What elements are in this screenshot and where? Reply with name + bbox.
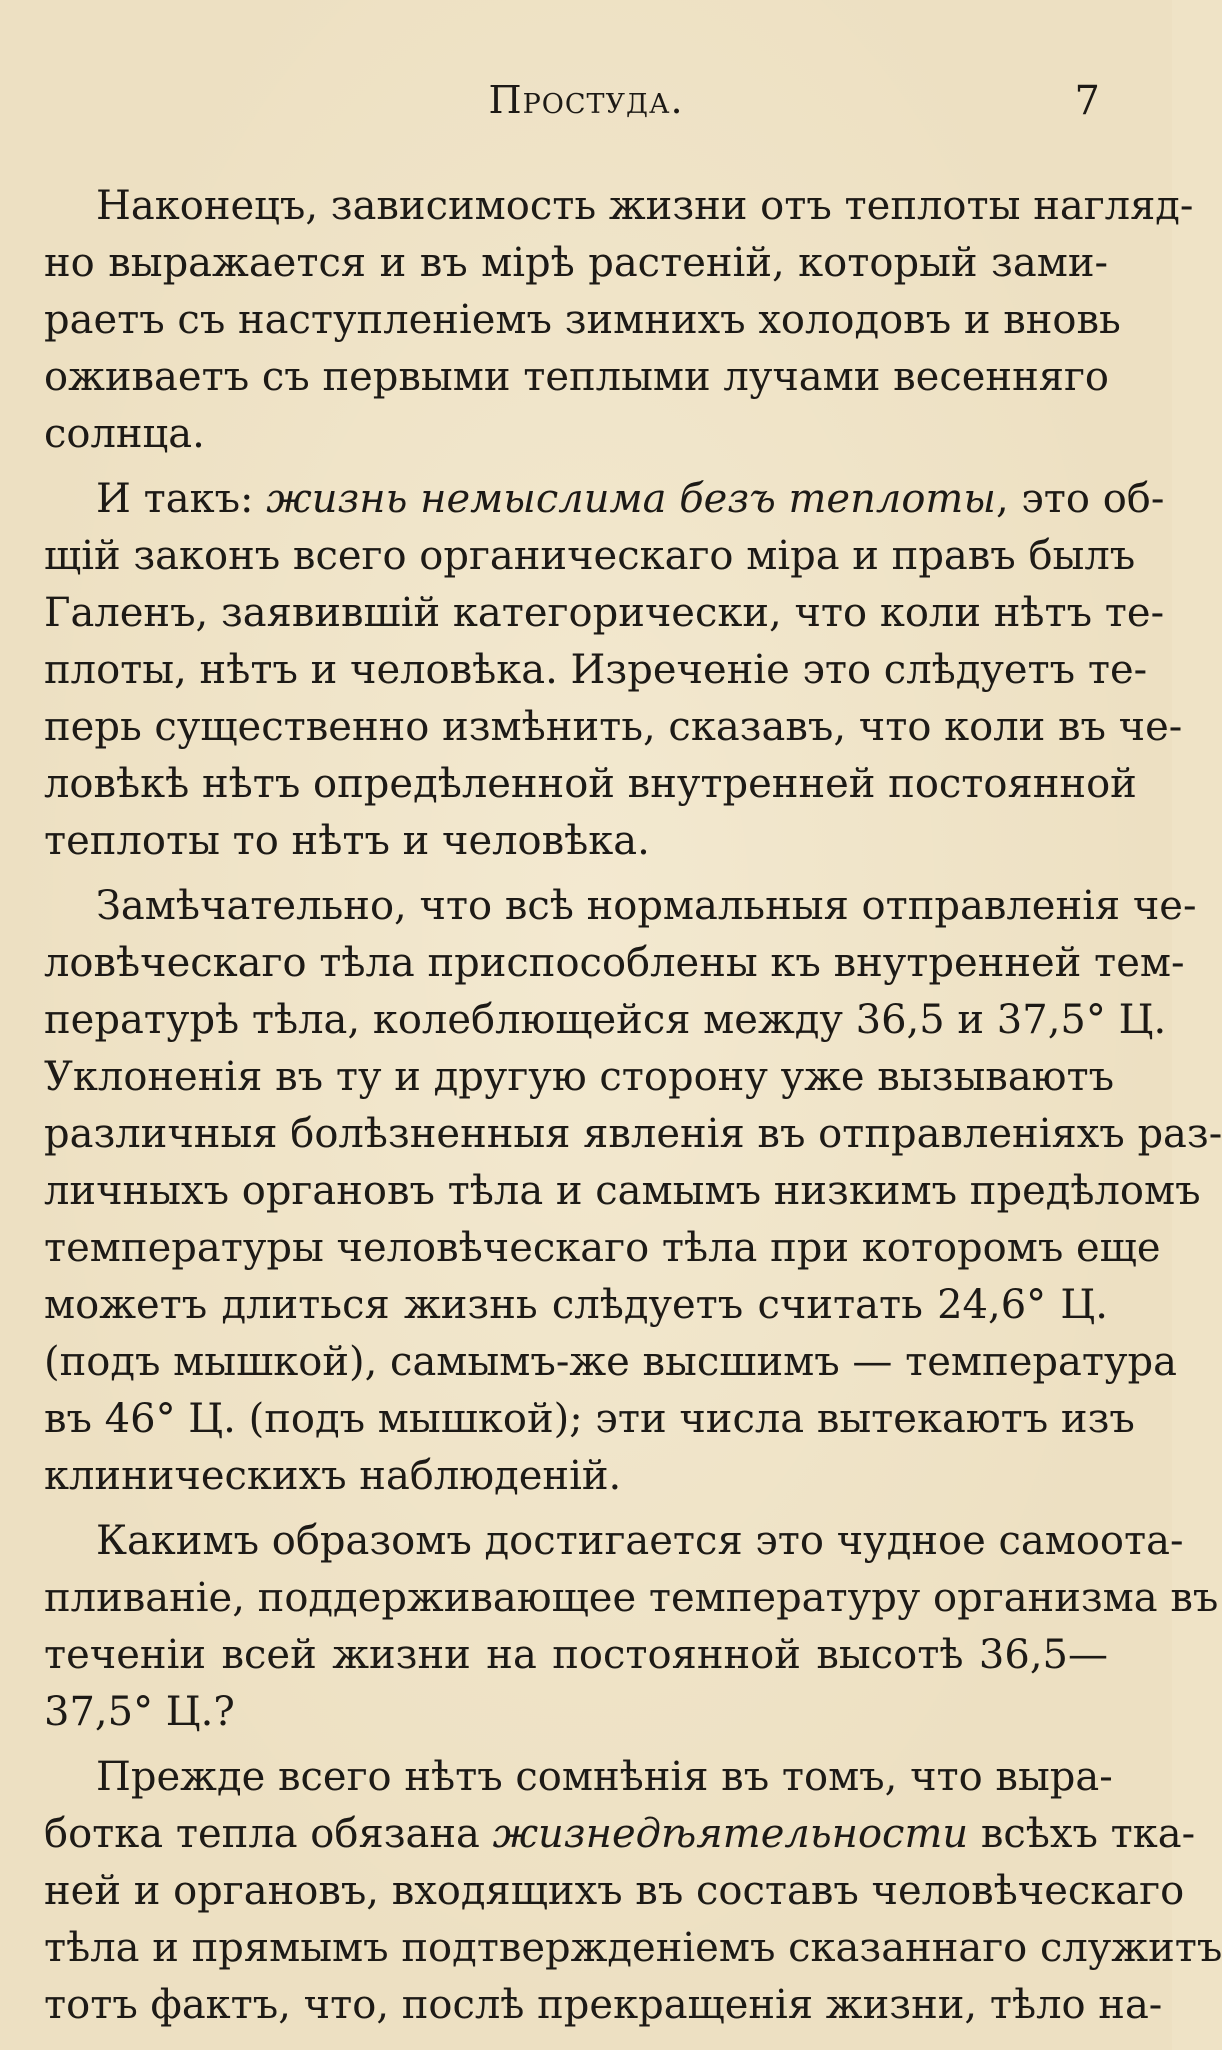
text-line: Замѣчательно, что всѣ нормальныя отправленiя че- bbox=[96, 883, 1197, 929]
emphasis-text: жизнь немыслима безъ теплоты bbox=[266, 476, 996, 522]
paragraph bbox=[44, 878, 1222, 1505]
text-line: ловѣческаго тѣла приспособлены къ внутренней тем- bbox=[44, 940, 1185, 986]
text-line: солнца. bbox=[44, 411, 205, 457]
emphasis-text: жизнедѣятельности bbox=[492, 1811, 969, 1857]
running-title: Простуда. bbox=[488, 78, 684, 122]
text-line: различныя болѣзненныя явленiя въ отправленiяхъ раз- bbox=[44, 1111, 1222, 1157]
text-line: Прежде всего нѣтъ сомнѣнiя въ томъ, что выра- bbox=[96, 1754, 1113, 1800]
paragraph bbox=[44, 471, 1183, 870]
text-line: пературѣ тѣла, колеблющейся между 36,5 и 37,5° Ц. bbox=[44, 997, 1167, 1043]
paragraph bbox=[44, 178, 1194, 463]
text-line: ловѣкѣ нѣтъ опредѣленной внутренней постоянной bbox=[44, 761, 1137, 807]
text-line: Уклоненiя въ ту и другую сторону уже вызываютъ bbox=[44, 1054, 1115, 1100]
paragraph bbox=[44, 1513, 1219, 1741]
text-line: Галенъ, заявившiй категорически, что коли нѣтъ те- bbox=[44, 590, 1165, 636]
text-line: оживаетъ съ первыми теплыми лучами весенняго bbox=[44, 354, 1109, 400]
text-line: клиническихъ наблюденiй. bbox=[44, 1453, 622, 1499]
text-line: теплоты то нѣтъ и человѣка. bbox=[44, 818, 650, 864]
text-line: тѣла и прямымъ подтвержденiемъ сказаннаго служитъ bbox=[44, 1925, 1222, 1971]
text-line: перь существенно измѣнить, сказавъ, что коли въ че- bbox=[44, 704, 1183, 750]
page-header bbox=[0, 78, 1172, 138]
page-number: 7 bbox=[1074, 78, 1100, 124]
text-line: раетъ съ наступленiемъ зимнихъ холодовъ и вновь bbox=[44, 297, 1121, 343]
text-line: плоты, нѣтъ и человѣка. Изреченiе это слѣдуетъ те- bbox=[44, 647, 1148, 693]
text-line: можетъ длиться жизнь слѣдуетъ считать 24,6° Ц. bbox=[44, 1282, 1108, 1328]
text-line: температуры человѣческаго тѣла при которомъ еще bbox=[44, 1225, 1161, 1271]
body-text bbox=[44, 178, 1222, 2034]
text-line: И такъ: жизнь немыслима безъ теплоты, это об- bbox=[96, 476, 1165, 522]
text-line: теченiи всей жизни на постоянной высотѣ 36,5— bbox=[44, 1632, 1108, 1678]
text-line: щiй законъ всего органическаго мiра и правъ былъ bbox=[44, 533, 1136, 579]
paragraph bbox=[44, 1749, 1222, 2034]
text-line: ней и органовъ, входящихъ въ составъ человѣческаго bbox=[44, 1868, 1185, 1914]
text-line: пливанiе, поддерживающее температуру организма въ bbox=[44, 1575, 1219, 1621]
text-line: тотъ фактъ, что, послѣ прекращенiя жизни, тѣло на- bbox=[44, 1982, 1163, 2028]
text-line: личныхъ органовъ тѣла и самымъ низкимъ предѣломъ bbox=[44, 1168, 1201, 1214]
text-line: Какимъ образомъ достигается это чудное самоота- bbox=[96, 1518, 1184, 1564]
text-line: Наконецъ, зависимость жизни отъ теплоты нагляд- bbox=[96, 183, 1194, 229]
text-line: ботка тепла обязана жизнедѣятельности всѣхъ тка- bbox=[44, 1811, 1196, 1857]
text-line: въ 46° Ц. (подъ мышкой); эти числа вытекаютъ изъ bbox=[44, 1396, 1135, 1442]
text-line: 37,5° Ц.? bbox=[44, 1689, 235, 1735]
text-line: (подъ мышкой), самымъ-же высшимъ — температура bbox=[44, 1339, 1177, 1385]
text-line: но выражается и въ мiрѣ растенiй, который зами- bbox=[44, 240, 1108, 286]
